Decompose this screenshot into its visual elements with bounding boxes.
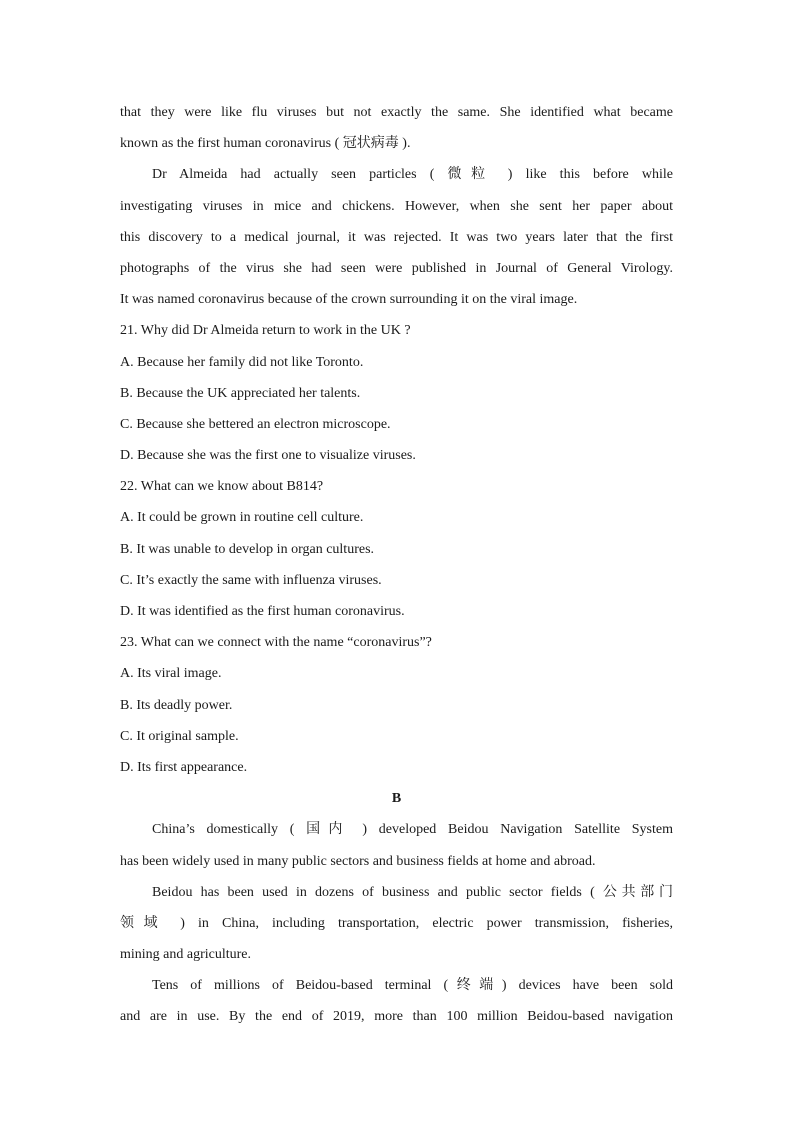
passage-a-p2-line-4: photographs of the virus she had seen were published in Journal of General Virology.	[120, 260, 673, 276]
document-page	[120, 97, 673, 1033]
passage-b-p2-line-1: Beidou has been used in dozens of business and public sector fields ( 公共部门	[152, 884, 673, 900]
question-23-option-a: A. Its viral image.	[120, 666, 222, 682]
question-23-option-c: C. It original sample.	[120, 728, 239, 744]
question-22-stem: 22. What can we know about B814?	[120, 479, 324, 495]
passage-b-p3-line-1: Tens of millions of Beidou-based terminal (终端) devices have been sold	[152, 978, 673, 994]
question-23-stem: 23. What can we connect with the name “coronavirus”?	[120, 635, 432, 651]
passage-b-p2-line-3: mining and agriculture.	[120, 947, 252, 963]
question-22-option-a: A. It could be grown in routine cell culture.	[120, 510, 364, 526]
passage-b-p1-line-2: has been widely used in many public sectors and business fields at home and abroad.	[120, 853, 596, 869]
passage-b-p2-line-2: 领域 ) in China, including transportation, electric power transmission, fisheries,	[120, 915, 673, 931]
passage-a-p2-line-5: It was named coronavirus because of the crown surrounding it on the viral image.	[120, 292, 578, 308]
question-21-option-d: D. Because she was the first one to visualize viruses.	[120, 448, 416, 464]
passage-b-heading: B	[391, 791, 402, 807]
question-21-option-b: B. Because the UK appreciated her talents.	[120, 385, 361, 401]
passage-b-p1-line-1: China’s domestically ( 国内 ) developed Beidou Navigation Satellite System	[152, 822, 673, 838]
question-23-option-d: D. Its first appearance.	[120, 759, 248, 775]
passage-a-p1-line-1: that they were like flu viruses but not exactly the same. She identified what became	[120, 105, 673, 120]
passage-a-p2-line-3: this discovery to a medical journal, it was rejected. It was two years later that the first	[120, 229, 673, 245]
passage-b-p3-line-2: and are in use. By the end of 2019, more than 100 million Beidou-based navigation	[120, 1009, 673, 1025]
question-22-option-c: C. It’s exactly the same with influenza viruses.	[120, 572, 382, 588]
question-23-option-b: B. Its deadly power.	[120, 697, 233, 713]
question-22-option-b: B. It was unable to develop in organ cultures.	[120, 541, 375, 557]
question-22-option-d: D. It was identified as the first human coronavirus.	[120, 604, 405, 619]
question-21-option-c: C. Because she bettered an electron microscope.	[120, 416, 391, 432]
question-21-option-a: A. Because her family did not like Toronto.	[120, 354, 364, 370]
question-21-stem: 21. Why did Dr Almeida return to work in the UK ?	[120, 323, 411, 339]
passage-a-p1-line-2: known as the first human coronavirus ( 冠状病毒 ).	[120, 136, 411, 152]
passage-a-p2-line-2: investigating viruses in mice and chickens. However, when she sent her paper about	[120, 198, 673, 214]
passage-a-p2-line-1: Dr Almeida had actually seen particles ( 微粒 ) like this before while	[152, 167, 673, 183]
